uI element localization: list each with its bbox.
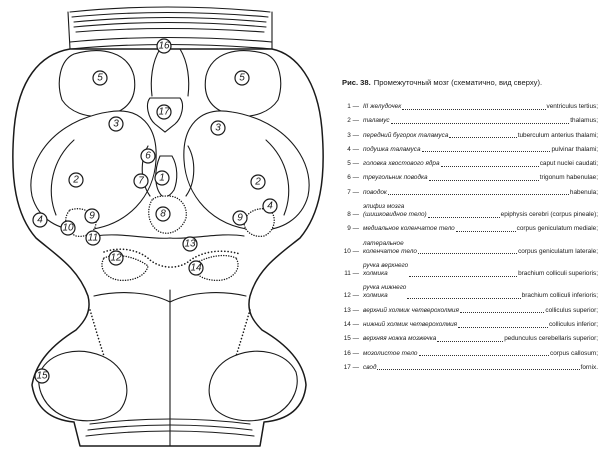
legend-russian-term — [363, 189, 387, 197]
marker-14 — [189, 261, 203, 275]
legend-russian-line: передний бугорок таламуса — [363, 131, 449, 139]
legend-leader-dots — [429, 180, 539, 181]
legend-number: 4 — — [347, 145, 359, 153]
legend-russian-line: ручка нижнего — [363, 284, 407, 292]
legend-russian-term — [363, 146, 421, 154]
svg-text:9: 9 — [89, 210, 95, 222]
legend-number: 15 — — [343, 335, 359, 343]
marker-15 — [35, 369, 49, 383]
legend-russian-line: подушка таламуса — [363, 145, 421, 153]
legend-number: 13 — — [343, 306, 359, 314]
legend-latin-term: colliculus superior; — [545, 306, 598, 314]
legend-latin-term: caput nuclei caudati; — [539, 160, 598, 168]
svg-text:7: 7 — [138, 175, 144, 187]
legend-rows — [340, 103, 598, 372]
legend-russian-term — [363, 284, 406, 300]
legend-russian-line: коленчатое тело — [363, 247, 417, 255]
caption-label: Рис. 38. — [342, 78, 371, 87]
legend-row — [340, 203, 598, 219]
legend-russian-term — [363, 321, 457, 329]
legend-russian-line: верхний холмик четверохолмия — [363, 306, 459, 314]
legend-number: 1 — — [347, 103, 359, 110]
svg-text:17: 17 — [158, 106, 170, 118]
svg-text:4: 4 — [37, 214, 43, 226]
marker-3-left — [109, 117, 123, 131]
marker-9-right — [233, 211, 247, 225]
marker-17 — [157, 105, 171, 119]
legend-leader-dots — [418, 253, 517, 254]
marker-1 — [155, 171, 169, 185]
legend-leader-dots — [437, 341, 503, 342]
marker-4-left — [33, 213, 47, 227]
marker-9-left — [85, 209, 99, 223]
svg-text:3: 3 — [215, 122, 221, 134]
legend-russian-line: нижний холмик четверохолмия — [363, 321, 458, 329]
legend-row — [340, 262, 598, 278]
legend-latin-term: brachium colliculi superioris; — [518, 270, 598, 278]
legend-number: 11 — — [344, 270, 359, 278]
marker-6 — [141, 149, 155, 163]
marker-12 — [109, 251, 123, 265]
legend-number: 9 — — [347, 225, 359, 233]
svg-text:5: 5 — [97, 72, 103, 84]
legend-leader-dots — [460, 312, 545, 313]
marker-5-right — [235, 71, 249, 85]
legend-row — [340, 174, 598, 182]
svg-text:6: 6 — [145, 150, 151, 162]
marker-4-right — [263, 199, 277, 213]
marker-2-right — [251, 175, 265, 189]
svg-text:3: 3 — [113, 118, 119, 130]
legend-russian-line: (шишковидное тело) — [363, 211, 427, 219]
svg-text:15: 15 — [36, 370, 48, 382]
figure-caption — [342, 78, 598, 87]
svg-text:12: 12 — [110, 252, 122, 264]
legend-leader-dots — [377, 369, 579, 370]
marker-10 — [61, 221, 75, 235]
legend-latin-term: epiphysis cerebri (corpus pineale); — [500, 211, 598, 219]
legend-latin-term: corpus geniculatum laterale; — [518, 247, 598, 255]
legend-number: 6 — — [347, 174, 359, 182]
legend-leader-dots — [428, 217, 500, 218]
legend-russian-line: ручка верхнего — [363, 262, 409, 269]
legend-russian-line: головка хвостового ядра — [363, 160, 440, 168]
legend-row — [340, 321, 598, 329]
legend-leader-dots — [391, 123, 570, 124]
legend-number: 7 — — [347, 188, 359, 196]
svg-text:10: 10 — [62, 222, 74, 234]
legend-row — [340, 350, 598, 358]
legend-row — [340, 307, 598, 315]
svg-text:13: 13 — [184, 238, 196, 250]
legend-number: 5 — — [347, 160, 359, 168]
legend-russian-line: холмика — [363, 270, 388, 278]
marker-13 — [183, 237, 197, 251]
legend-latin-term: fornix. — [580, 363, 598, 371]
legend-russian-line: эпифиз мозга — [363, 202, 405, 210]
legend-russian-line: таламус — [363, 117, 390, 125]
legend-row — [340, 240, 598, 256]
legend-latin-term: colliculus inferior; — [548, 321, 598, 329]
legend-russian-line: медиальное коленчатое тело — [363, 225, 455, 233]
legend-russian-term — [363, 117, 390, 125]
legend-row — [340, 335, 598, 343]
svg-text:14: 14 — [190, 262, 202, 274]
legend-russian-line: латеральное — [363, 239, 404, 247]
legend-russian-line: свод — [363, 363, 377, 371]
legend-number: 2 — — [347, 117, 359, 125]
svg-text:11: 11 — [87, 232, 99, 244]
legend-leader-dots — [458, 327, 548, 328]
marker-11 — [86, 231, 100, 245]
legend-number: 3 — — [347, 131, 359, 139]
legend-leader-dots — [449, 137, 516, 138]
legend-latin-term: thalamus; — [570, 117, 598, 125]
legend-russian-term — [363, 307, 459, 315]
legend-russian-term — [363, 262, 408, 278]
legend-leader-dots — [441, 166, 539, 167]
legend-row — [340, 225, 598, 233]
legend-row — [340, 146, 598, 154]
svg-text:9: 9 — [237, 212, 243, 224]
legend-latin-term: tuberculum anterius thalami; — [517, 131, 598, 139]
legend-row — [340, 103, 598, 111]
legend-latin-term: corpus geniculatum mediale; — [516, 225, 598, 233]
svg-text:4: 4 — [267, 200, 273, 212]
legend-latin-term: pulvinar thalami; — [551, 145, 598, 153]
legend-russian-term — [363, 174, 428, 182]
svg-text:2: 2 — [255, 176, 261, 188]
legend-russian-line: верхняя ножка мозжечка — [363, 335, 437, 343]
legend-russian-line: мозолистое тело — [363, 349, 418, 357]
legend-russian-line: треугольник поводка — [363, 174, 428, 182]
marker-2-left — [69, 173, 83, 187]
legend-leader-dots — [388, 194, 569, 195]
legend-russian-term — [363, 225, 455, 233]
legend-row — [340, 160, 598, 168]
caption-text: Промежуточный мозг (схематично, вид сверху). — [373, 78, 543, 87]
marker-8 — [156, 207, 170, 221]
legend-latin-term: trigonum habenulae; — [539, 174, 598, 182]
marker-3-right — [211, 121, 225, 135]
legend-number: 12 — — [343, 292, 359, 300]
legend-leader-dots — [409, 276, 517, 277]
legend-number: 16 — — [343, 349, 359, 357]
legend-row — [340, 189, 598, 197]
legend-russian-term — [363, 132, 448, 140]
marker-16 — [157, 39, 171, 53]
legend-row — [340, 364, 598, 372]
legend-number: 14 — — [343, 321, 359, 329]
svg-text:5: 5 — [239, 72, 245, 84]
legend-russian-line: поводок — [363, 188, 387, 196]
legend-leader-dots — [422, 151, 551, 152]
svg-text:8: 8 — [160, 208, 166, 220]
legend-russian-term — [363, 350, 418, 358]
legend-russian-term — [363, 160, 440, 168]
legend-row — [340, 284, 598, 300]
legend-russian-term — [363, 103, 401, 111]
legend-russian-term — [363, 335, 436, 343]
legend-russian-line: холмика — [363, 292, 388, 300]
legend-leader-dots — [419, 355, 550, 356]
legend-russian-line: III желудочек — [363, 103, 402, 110]
marker-5-left — [93, 71, 107, 85]
legend-number: 17 — — [343, 363, 359, 371]
legend-leader-dots — [407, 298, 520, 299]
legend-row — [340, 117, 598, 125]
legend-latin-term: habenula; — [569, 188, 598, 196]
legend-latin-term: pedunculus cerebellaris superior; — [504, 335, 598, 343]
legend-latin-term: brachium colliculi inferioris; — [521, 292, 598, 300]
svg-text:2: 2 — [73, 174, 79, 186]
legend-number: 8 — — [347, 211, 359, 219]
svg-text:16: 16 — [158, 40, 170, 52]
legend-leader-dots — [402, 109, 545, 110]
legend-latin-term: corpus callosum; — [550, 349, 598, 357]
legend-russian-term — [363, 364, 376, 372]
legend-latin-term: ventriculus tertius; — [546, 103, 598, 110]
legend-russian-term — [363, 240, 417, 256]
svg-text:1: 1 — [159, 172, 165, 184]
legend-number: 10 — — [343, 247, 359, 255]
legend-row — [340, 132, 598, 140]
marker-7 — [134, 174, 148, 188]
figure-legend — [340, 78, 598, 378]
legend-leader-dots — [456, 231, 516, 232]
legend-russian-term — [363, 203, 427, 219]
